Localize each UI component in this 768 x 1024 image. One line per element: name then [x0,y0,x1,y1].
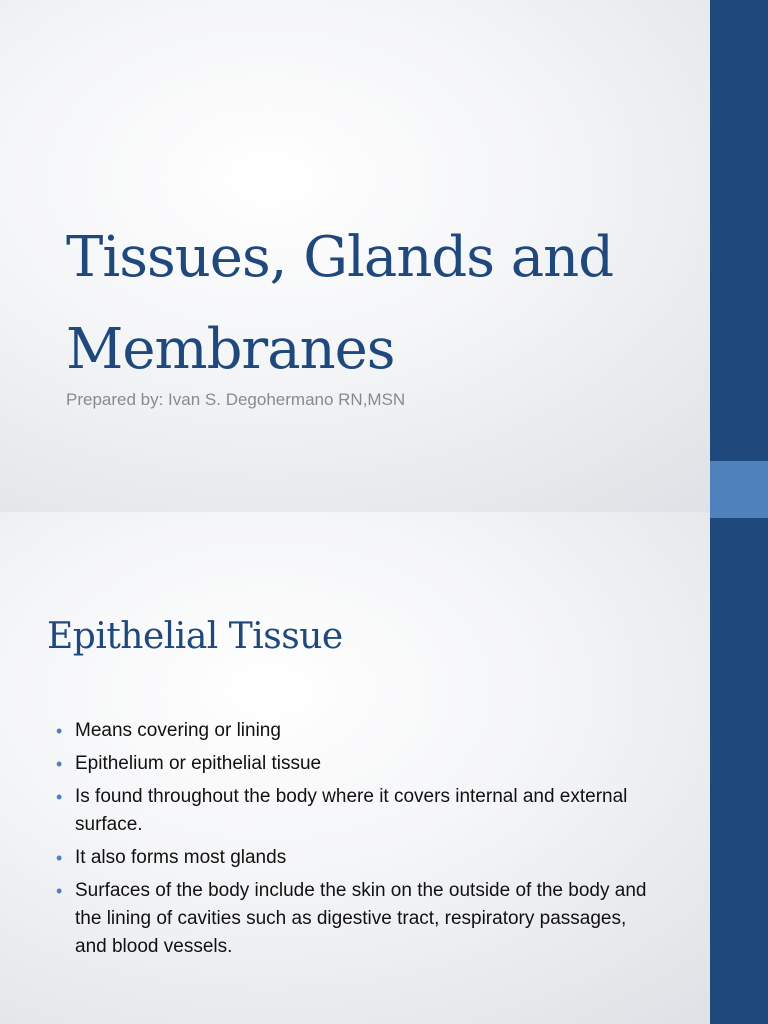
slide-heading: Epithelial Tissue [47,616,343,657]
bullet-text: It also forms most glands [75,847,287,868]
bullet-item [56,877,656,961]
bullet-icon: • [56,787,63,807]
bullet-icon: • [56,881,63,901]
content-slide [0,512,768,1024]
bullet-item [56,783,656,839]
bullet-icon: • [56,754,63,774]
bullet-text: Means covering or lining [75,720,281,741]
bullet-text: Epithelium or epithelial tissue [75,753,322,774]
bullet-text: Is found throughout the body where it covers internal and external surface. [75,786,628,835]
sidebar-bar [710,512,768,1024]
bullet-icon: • [56,848,63,868]
sidebar-accent-block [710,461,768,518]
bullet-item [56,717,656,745]
bullet-list [56,717,656,966]
bullet-icon: • [56,721,63,741]
slide-subtitle: Prepared by: Ivan S. Degohermano RN,MSN [66,390,406,409]
slide-title: Tissues, Glands and Membranes [66,225,614,382]
bullet-text: Surfaces of the body include the skin on the outside of the body and the lining of cavities such as digestive tract, respiratory passages, and blood vessels. [75,880,647,957]
bullet-item [56,750,656,778]
bullet-item [56,844,656,872]
sidebar-bar [710,0,768,512]
